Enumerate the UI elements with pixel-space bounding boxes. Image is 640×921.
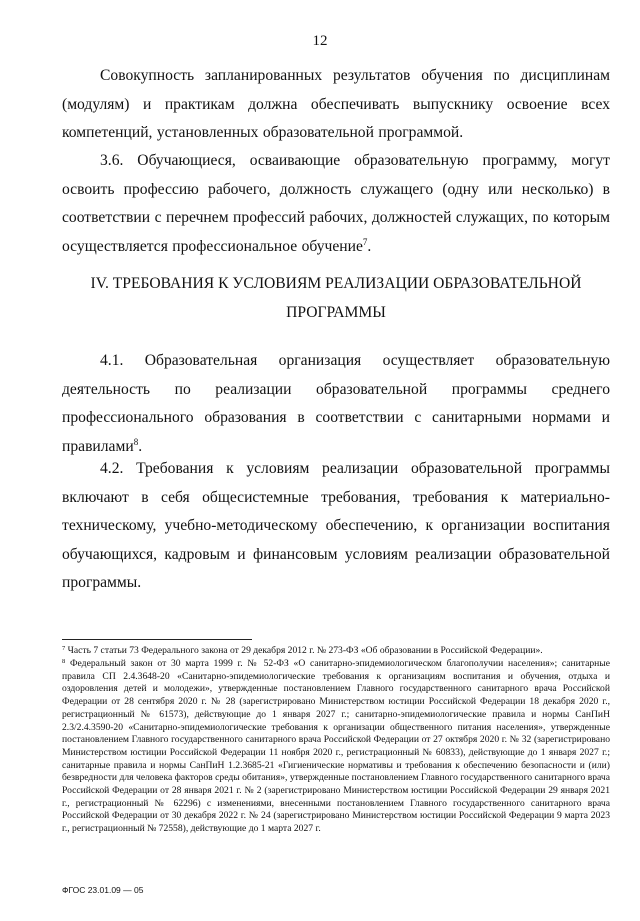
section-heading	[62, 270, 610, 327]
footnote-divider	[62, 639, 252, 640]
footnote-8-text: Федеральный закон от 30 марта 1999 г. № 52-ФЗ «О санитарно-эпидемиологическом благополучии населения»; санитарные правила СП 2.4.3648-20 «Санитарно-эпидемиологические требования к организациям воспитания и обучения, отдыха и оздоровления детей и молодежи», утвержденные постановлением Главного государственного санитарного врача Российской Федерации от 28 сентября 2020 г. № 28 (зарегистрировано Министерством юстиции Российской Федерации 18 декабря 2020 г., регистрационный № 61573), действующие до 1 января 2027 г.; санитарно-эпидемиологические правила и нормы СанПиН 2.3/2.4.3590-20 «Санитарно-эпидемиологические требования к организации общественного питания населения», утвержденные постановлением Главного государственного санитарного врача Российской Федерации от 27 октября 2020 г. № 32 (зарегистрировано Министерством юстиции Российской Федерации 11 ноября 2020 г., регистрационный № 60833), действующие до 1 января 2027 г.; санитарные правила и нормы СанПиН 1.2.3685-21 «Гигиенические нормативы и требования к обеспечению безопасности и (или) безвредности для человека факторов среды обитания», утвержденные постановлением Главного государственного санитарного врача Российской Федерации от 28 января 2021 г. № 2 (зарегистрировано Министерством юстиции Российской Федерации 29 января 2021 г., регистрационный № 62296) с изменениями, внесенными постановлением Главного государственного санитарного врача Российской Федерации от 30 декабря 2022 г. № 24 (зарегистрировано Министерством юстиции Российской Федерации 9 марта 2023 г., регистрационный № 72558), действующие до 1 марта 2027 г.	[62, 658, 610, 835]
paragraph-3-6-end: .	[367, 237, 372, 255]
document-code: ФГОС 23.01.09 — 05	[62, 885, 144, 895]
paragraph-4-1-end: .	[138, 437, 143, 455]
paragraph-results: Совокупность запланированных результатов обучения по дисциплинам (модулям) и практикам должна обеспечивать выпускнику освоение всех компетенций, установленных образовательной программой.	[62, 67, 610, 141]
paragraph-4-2: 4.2. Требования к условиям реализации образовательной программы включают в себя общесистемные требования, требования к материально-техническому, учебно-методическому обеспечению, к организации воспитания обучающихся, кадровым и финансовым условиям реализации образовательной программы.	[62, 460, 610, 591]
section-heading-line-1: IV. ТРЕБОВАНИЯ К УСЛОВИЯМ РЕАЛИЗАЦИИ ОБРАЗОВАТЕЛЬНОЙ	[90, 275, 582, 292]
footnote-7	[62, 645, 610, 658]
footnote-ref-8[interactable]: 8	[133, 436, 139, 447]
footnote-8	[62, 658, 610, 836]
paragraph-3-6	[62, 147, 610, 261]
footnote-ref-7[interactable]: 7	[362, 236, 368, 247]
paragraph-3-6-text: 3.6. Обучающиеся, осваивающие образовательную программу, могут освоить профессию рабочего, должность служащего (одну или несколько) в соответствии с перечнем профессий рабочих, должностей служащих, по которым осуществляется профессиональное обучение	[62, 152, 610, 255]
paragraph-4-1-text: 4.1. Образовательная организация осуществляет образовательную деятельность по реализации образовательной программы среднего профессионального образования в соответствии с санитарными нормами и правилами	[62, 352, 610, 455]
footnote-marker-7: 7	[62, 645, 66, 652]
paragraph-4-1	[62, 347, 610, 461]
section-heading-line-2: ПРОГРАММЫ	[286, 303, 386, 321]
footnote-7-text: Часть 7 статьи 73 Федерального закона от 29 декабря 2012 г. № 273-ФЗ «Об образовании в Российской Федерации».	[65, 645, 543, 656]
page-number: 12	[312, 33, 328, 49]
footnote-marker-8: 8	[62, 658, 66, 665]
